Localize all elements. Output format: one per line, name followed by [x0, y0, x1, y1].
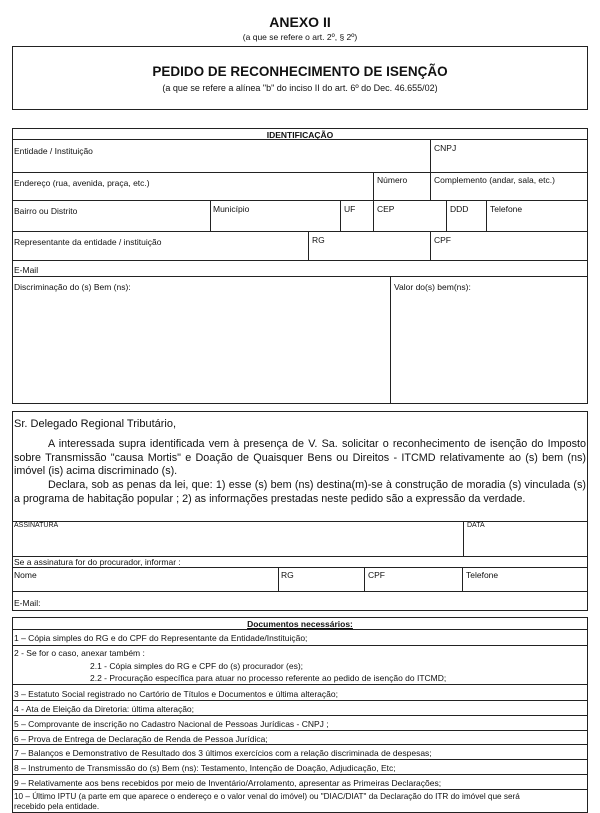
- address-field[interactable]: Endereço (rua, avenida, praça, etc.): [14, 178, 150, 188]
- form-subtitle: (a que se refere a alínea "b" do inciso II do art. 6º do Dec. 46.655/02): [162, 83, 438, 93]
- document-item: 4 - Ata de Eleição da Diretoria: última alteração;: [14, 704, 195, 714]
- annex-title: ANEXO II: [269, 14, 331, 30]
- title-box: [12, 46, 588, 110]
- document-item: 2 - Se for o caso, anexar também :: [14, 648, 145, 658]
- proxy-name-field[interactable]: Nome: [14, 570, 37, 580]
- email-field[interactable]: E-Mail: [14, 265, 39, 275]
- proxy-note: Se a assinatura for do procurador, informar :: [14, 557, 181, 567]
- salutation: Sr. Delegado Regional Tributário,: [14, 418, 177, 430]
- document-item: 2.1 - Cópia simples do RG e CPF do (s) procurador (es);: [90, 661, 304, 671]
- annex-subtitle: (a que se refere o art. 2º, § 2º): [242, 32, 358, 42]
- identification-section: [12, 128, 588, 404]
- document-item: 1 – Cópia simples do RG e do CPF do Representante da Entidade/Instituição;: [14, 633, 308, 643]
- document-item: 8 – Instrumento de Transmissão do (s) Bem (ns): Testamento, Intenção de Doação, Adjudicação, Etc;: [14, 763, 396, 773]
- cpf-field[interactable]: CPF: [434, 235, 451, 245]
- form-title: PEDIDO DE RECONHECIMENTO DE ISENÇÃO: [152, 64, 448, 79]
- complement-field[interactable]: Complemento (andar, sala, etc.): [434, 175, 555, 185]
- proxy-phone-field[interactable]: Telefone: [466, 570, 499, 580]
- uf-field[interactable]: UF: [344, 204, 356, 214]
- rg-field[interactable]: RG: [312, 235, 325, 245]
- document-item: 3 – Estatuto Social registrado no Cartório de Títulos e Documentos e última alteração;: [14, 689, 338, 699]
- declaration-paragraph-1: A interessada supra identificada vem à presença de V. Sa. solicitar o reconhecimento de isenção do Imposto sobre Transmissão "causa Mortis" e Doação de Quaisquer Bens ou Direitos - ITCMD relativamente ao (s) bem (ns) imóvel (is) acima discriminado (s).: [14, 438, 586, 477]
- entity-field[interactable]: Entidade / Instituição: [14, 146, 93, 156]
- phone-field[interactable]: Telefone: [490, 204, 523, 214]
- identification-title: IDENTIFICAÇÃO: [266, 130, 334, 140]
- document-item: 6 – Prova de Entrega de Declaração de Renda de Pessoa Jurídica;: [14, 734, 268, 744]
- proxy-email-field[interactable]: E-Mail:: [14, 598, 41, 608]
- goods-description-field[interactable]: Discriminação do (s) Bem (ns):: [14, 282, 131, 292]
- declaration-paragraph-2: Declara, sob as penas da lei, que: 1) esse (s) bem (ns) destina(m)-se à construção de moradia (s) vinculada (s) a programa de habitação popular ; 2) as informações prestadas neste pedido são a expressão da verdade.: [14, 479, 586, 505]
- district-field[interactable]: Bairro ou Distrito: [14, 206, 78, 216]
- ddd-field[interactable]: DDD: [450, 204, 469, 214]
- representative-field[interactable]: Representante da entidade / instituição: [14, 237, 162, 247]
- cnpj-field[interactable]: CNPJ: [434, 143, 457, 153]
- signature-field[interactable]: ASSINATURA: [14, 522, 59, 529]
- municipality-field[interactable]: Município: [213, 204, 250, 214]
- document-item: 9 – Relativamente aos bens recebidos por meio de Inventário/Arrolamento, apresentar as Primeiras Declarações;: [14, 778, 442, 788]
- date-field[interactable]: DATA: [467, 522, 485, 529]
- proxy-rg-field[interactable]: RG: [281, 570, 294, 580]
- document-item: 5 – Comprovante de inscrição no Cadastro Nacional de Pessoas Jurídicas - CNPJ ;: [14, 719, 329, 729]
- document-item: recebido pela entidade.: [14, 802, 100, 811]
- cep-field[interactable]: CEP: [377, 204, 395, 214]
- document-item: 10 – Último IPTU (a parte em que aparece o endereço e o valor venal do imóvel) ou "DIAC/DIAT" da Declaração do ITR do imóvel que será: [14, 792, 520, 801]
- documents-title: Documentos necessários:: [247, 619, 353, 629]
- goods-value-field[interactable]: Valor do(s) bem(ns):: [394, 282, 471, 292]
- proxy-cpf-field[interactable]: CPF: [368, 570, 385, 580]
- number-field[interactable]: Número: [377, 175, 408, 185]
- document-item: 2.2 - Procuração específica para atuar no processo referente ao pedido de isenção do ITCMD;: [90, 673, 447, 683]
- document-item: 7 – Balanços e Demonstrativo de Resultado dos 3 últimos exercícios com a relação discriminada de despesas;: [14, 748, 432, 758]
